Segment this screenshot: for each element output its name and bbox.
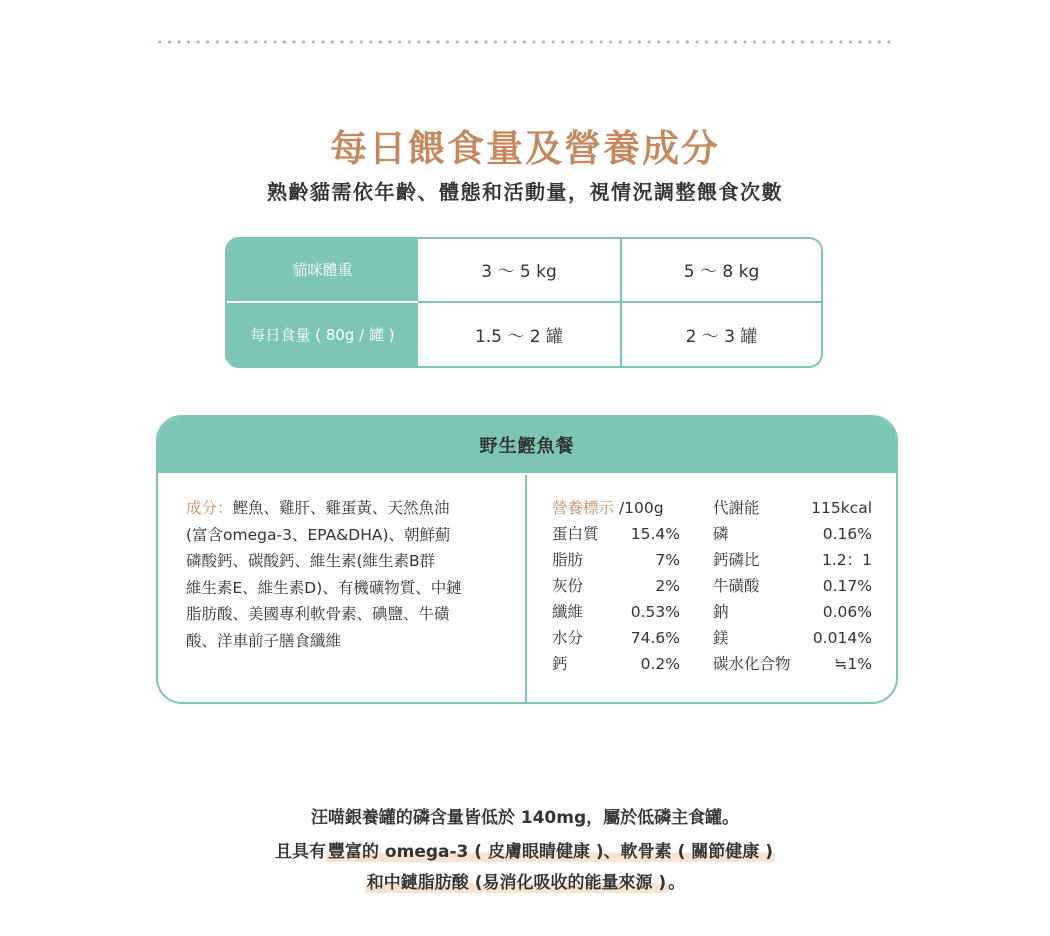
footer-line-2: 且具有 豐富的 omega-3 ( 皮膚眼睛健康 )、軟骨素 ( 關節健康 )	[275, 842, 773, 862]
nutrition-row: 碳水化合物 ≒1%	[713, 655, 872, 673]
ingredients-panel	[158, 475, 527, 704]
nutrition-label: 營養標示	[552, 499, 615, 517]
ingredients-line: 成分：鰹魚、雞肝、雞蛋黃、天然魚油	[186, 499, 450, 517]
nutrition-row: 鎂 0.014%	[713, 629, 872, 647]
nutrition-panel	[527, 475, 896, 704]
daily-amount-small: 1.5 ～ 2 罐	[418, 303, 622, 367]
ingredients-line: 酸、洋車前子膳食纖維	[186, 631, 342, 650]
row-header-weight: 貓咪體重	[227, 239, 418, 303]
nutrition-row: 牛磺酸 0.17%	[713, 577, 872, 595]
nutrition-row: 水分 74.6%	[552, 629, 680, 647]
nutrition-row: 磷 0.16%	[713, 525, 872, 543]
nutrition-row: 鈉 0.06%	[713, 603, 872, 621]
weight-range-large: 5 ～ 8 kg	[622, 239, 821, 303]
weight-range-small: 3 ～ 5 kg	[418, 239, 622, 303]
ingredients-line: 脂肪酸、美國專利軟骨素、碘鹽、牛磺	[186, 605, 450, 623]
nutrition-row: 鈣 0.2%	[552, 655, 680, 673]
nutrition-row: 纖維 0.53%	[552, 603, 680, 621]
footer-line-1: 汪喵銀養罐的磷含量皆低於 140mg，屬於低磷主食罐。	[310, 808, 740, 828]
nutrition-row: 代謝能 115kcal	[713, 499, 872, 517]
ingredients-label: 成分：	[186, 499, 233, 517]
footer-highlight: 豐富的 omega-3 ( 皮膚眼睛健康 )、軟骨素 ( 關節健康 )	[328, 842, 773, 862]
daily-amount-large: 2 ～ 3 罐	[685, 326, 758, 347]
footer-highlight: 和中鏈脂肪酸 (易消化吸收的能量來源 )	[366, 873, 667, 893]
product-name: 野生鰹魚餐	[158, 417, 896, 475]
nutrition-row: 蛋白質 15.4%	[552, 525, 680, 543]
nutrition-unit: /100g	[618, 499, 664, 517]
dotted-divider	[155, 40, 897, 44]
page-title: 每日餵食量及營養成分	[330, 127, 720, 170]
footer-line-3: 和中鏈脂肪酸 (易消化吸收的能量來源 ) 。	[366, 873, 686, 893]
nutrition-header	[552, 495, 680, 521]
nutrition-column-left	[552, 495, 680, 677]
feeding-table	[225, 237, 823, 368]
nutrition-row: 脂肪 7%	[552, 551, 680, 569]
nutrition-row: 灰份 2%	[552, 577, 680, 595]
page-subtitle: 熟齡貓需依年齡、體態和活動量，視情況調整餵食次數	[267, 180, 783, 204]
row-header-daily-amount: 每日食量 ( 80g / 罐 )	[227, 303, 418, 367]
ingredients-line: 磷酸鈣、碳酸鈣、維生素(維生素B群	[186, 552, 436, 570]
ingredients-line: (富含omega-3、EPA&DHA)、朝鮮薊	[186, 525, 451, 544]
product-card	[156, 415, 898, 704]
nutrition-column-right	[713, 495, 872, 677]
ingredients-line: 維生素E、維生素D)、有機礦物質、中鏈	[186, 578, 462, 597]
nutrition-row: 鈣磷比 1.2：1	[713, 551, 872, 569]
